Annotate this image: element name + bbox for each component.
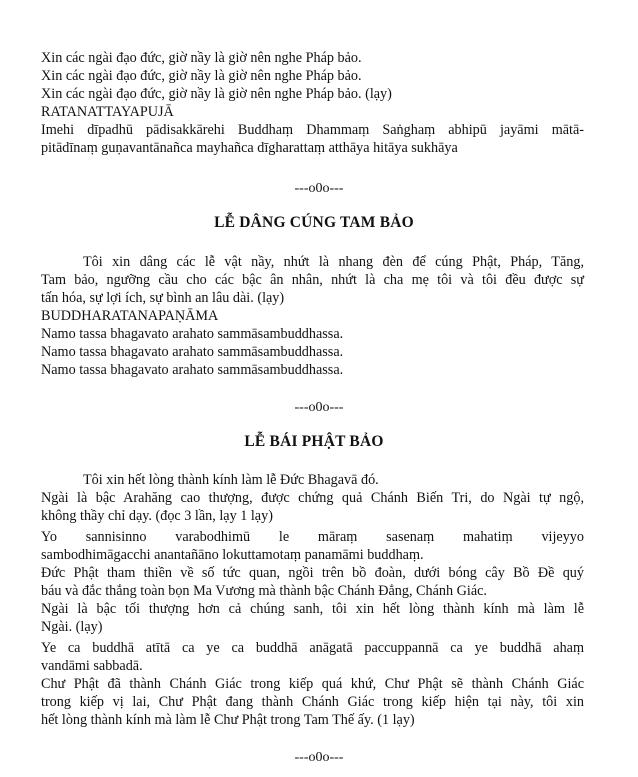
pali-text-line: Namo tassa bhagavato arahato sammāsambuddhassa. xyxy=(41,326,344,342)
pali-text-line: Namo tassa bhagavato arahato sammāsambuddhassa. xyxy=(41,362,344,378)
text-line: Xin các ngài đạo đức, giờ nầy là giờ nên nghe Pháp bảo. xyxy=(41,50,362,66)
text-line: Ngài. (lạy) xyxy=(41,619,103,635)
section-separator: ---o0o--- xyxy=(294,181,344,196)
text-line: Tôi xin hết lòng thành kính làm lễ Đức Bhagavā đó. xyxy=(83,472,379,488)
text-line: Chư Phật đã thành Chánh Giác trong kiếp quá khứ, Chư Phật sẽ thành Chánh Giác xyxy=(41,676,584,692)
section-separator: ---o0o--- xyxy=(294,400,344,415)
pali-text-line: Ye ca buddhā atītā ca ye ca buddhā anāgatā paccuppannā ca ye buddhā ahaṃ xyxy=(41,640,584,656)
pali-text-line: Imehi dīpadhū pādisakkārehi Buddhaṃ Dhammaṃ Saṅghaṃ abhipū jayāmi mātā- xyxy=(41,122,584,138)
section-separator: ---o0o--- xyxy=(294,750,344,765)
text-line: Tôi xin dâng các lễ vật nầy, nhứt là nhang đèn để cúng Phật, Pháp, Tăng, xyxy=(83,254,584,270)
text-line: không thầy chỉ dạy. (đọc 3 lần, lạy 1 lạy) xyxy=(41,508,273,524)
text-line: trong kiếp vị lai, Chư Phật đang thành Chánh Giác trong kiếp hiện tại này, tôi xin xyxy=(41,694,584,710)
text-line: Ngài là bậc tối thượng hơn cả chúng sanh, tôi xin hết lòng thành kính mà làm lễ xyxy=(41,601,584,617)
pali-title: BUDDHARATANAPAṆĀMA xyxy=(41,308,219,324)
pali-text-line: vandāmi sabbadā. xyxy=(41,658,143,674)
text-line: Xin các ngài đạo đức, giờ nầy là giờ nên nghe Pháp bảo. (lạy) xyxy=(41,86,392,102)
pali-text-line: Yo sannisinno varabodhimū le māraṃ sasenaṃ mahatiṃ vijeyyo xyxy=(41,529,584,545)
text-line: Tam bảo, ngưỡng cầu cho các bậc ân nhân, nhứt là cha mẹ tôi và tôi đều được sự xyxy=(41,272,584,288)
pali-text-line: sambodhimāgacchi anantañāno lokuttamotaṃ panamāmi buddhaṃ. xyxy=(41,547,424,563)
pali-text-line: Namo tassa bhagavato arahato sammāsambuddhassa. xyxy=(41,344,344,360)
section-heading: LỄ BÁI PHẬT BẢO xyxy=(244,433,384,450)
pali-text-line: pitādīnaṃ guṇavantānañca mayhañca dīgharattaṃ atthāya hitāya sukhāya xyxy=(41,140,458,156)
text-line: báu và đắc thắng toàn bọn Ma Vương mà thành bậc Chánh Đẳng, Chánh Giác. xyxy=(41,583,487,599)
text-line: tấn hóa, sự lợi ích, sự bình an lâu dài. (lạy) xyxy=(41,290,285,306)
text-line: Xin các ngài đạo đức, giờ nầy là giờ nên nghe Pháp bảo. xyxy=(41,68,362,84)
section-heading: LỄ DÂNG CÚNG TAM BẢO xyxy=(214,214,414,231)
text-line: Đức Phật tham thiền về số tức quan, ngồi trên bồ đoàn, dưới bóng cây Bồ Đề quý xyxy=(41,565,584,581)
text-line: Ngài là bậc Arahăng cao thượng, được chứng quả Chánh Biến Tri, do Ngài tự ngộ, xyxy=(41,490,584,506)
pali-title: RATANATTAYAPUJĀ xyxy=(41,104,174,120)
text-line: hết lòng thành kính mà làm lễ Chư Phật trong Tam Thế ấy. (1 lạy) xyxy=(41,712,415,728)
